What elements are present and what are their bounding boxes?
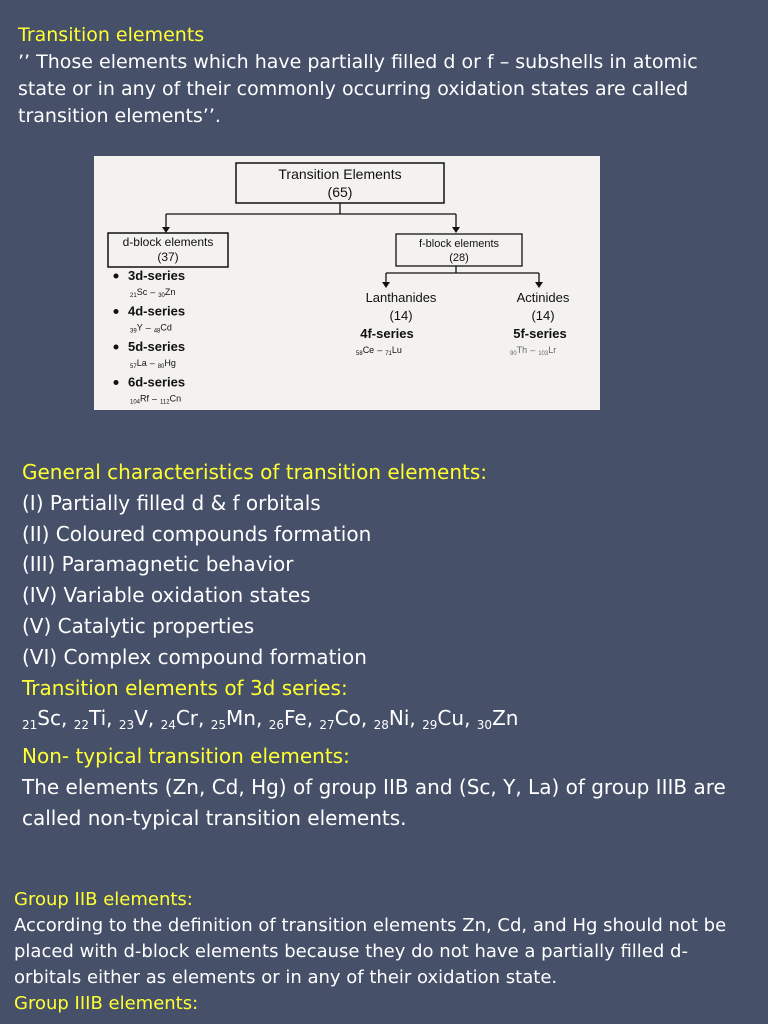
element-name: V: [134, 706, 148, 731]
element-name: Ni: [388, 706, 410, 731]
element-symbol: [373, 706, 423, 733]
d-series-from-sym: Sc: [136, 287, 148, 297]
atomic-number: 21: [22, 718, 38, 733]
element-name: Cr: [175, 706, 199, 731]
element-symbol: [319, 706, 374, 733]
element-symbol: [422, 706, 477, 733]
element-symbol: [160, 706, 211, 733]
lanthanides-series: 4f-series: [360, 326, 414, 341]
root-title: Transition Elements: [278, 166, 402, 182]
characteristic-item: (VI) Complex compound formation: [22, 644, 367, 669]
separator: ,: [60, 706, 74, 731]
characteristics-list: [22, 488, 748, 673]
atomic-number: 27: [319, 718, 335, 733]
actinides-title: Actinides: [516, 290, 570, 305]
d-series-to-sym: Cd: [160, 322, 172, 333]
atomic-number: 25: [210, 718, 227, 733]
element-name: Cu: [437, 706, 465, 731]
atomic-number: 30: [476, 718, 493, 733]
actinides-dash: –: [530, 345, 536, 355]
transition-elements-diagram: [94, 156, 600, 410]
d-series-range: [130, 394, 181, 406]
atomic-number: 29: [422, 718, 438, 733]
lanthanides-to-sym: Lu: [391, 345, 402, 355]
characteristics-heading: General characteristics of transition elements:: [22, 460, 487, 484]
intro-heading: Transition elements: [18, 24, 205, 46]
d-series-to-sym: Zn: [164, 287, 176, 297]
element-symbol: [210, 706, 269, 733]
characteristic-item: (II) Coloured compounds formation: [22, 521, 372, 546]
d-series-from-sym: La: [136, 358, 147, 368]
d-series-name: 6d-series: [128, 374, 186, 390]
group-iiib-heading: Group IIIB elements:: [14, 993, 199, 1014]
element-name: Zn: [492, 706, 519, 731]
d-series-dash: –: [150, 287, 156, 297]
atomic-number: 26: [268, 718, 284, 733]
d-series-to-sym: Hg: [164, 358, 176, 368]
d-series-range: [130, 287, 175, 299]
element-name: Co: [334, 706, 361, 731]
non-typical-text: The elements (Zn, Cd, Hg) of group IIB and (Sc, Y, La) of group IIIB are called non-typical transition elements.: [22, 774, 726, 830]
element-name: Fe: [283, 706, 307, 731]
element-symbol: [73, 706, 119, 733]
atomic-number: 24: [160, 718, 176, 733]
element-symbol: [268, 706, 320, 733]
bullet-icon: [114, 309, 119, 314]
d-series-from-sym: Y: [136, 322, 143, 333]
series-3d-heading: Transition elements of 3d series:: [22, 675, 348, 700]
element-name: Ti: [88, 706, 107, 731]
separator: ,: [306, 706, 320, 731]
atomic-number: 22: [73, 718, 89, 733]
lanthanides-to-z: 71: [385, 351, 392, 357]
d-series-from-z: 21: [130, 293, 137, 299]
d-series-from-z: 39: [130, 328, 137, 335]
characteristic-item: (III) Paramagnetic behavior: [22, 552, 294, 577]
characteristics-section: [22, 457, 748, 834]
diagram-svg: [94, 156, 600, 410]
separator: ,: [106, 706, 119, 731]
lanthanides-count: (14): [389, 308, 413, 323]
intro-definition: ’’ Those elements which have partially filled d or f – subshells in atomic state or in any of their commonly occurring oxidation states are called transition elements’’.: [18, 51, 698, 127]
actinides-from-sym: Th: [516, 345, 528, 355]
series-3d-elements: [22, 703, 748, 741]
separator: ,: [360, 706, 374, 731]
characteristic-item: (V) Catalytic properties: [22, 613, 255, 638]
d-series-range: [130, 358, 176, 370]
groups-section: [14, 887, 748, 1017]
d-series-name: 4d-series: [128, 303, 186, 319]
d-series-from-z: 104: [130, 399, 141, 406]
actinides-to-z: 103: [538, 351, 549, 357]
d-series-to-z: 80: [157, 364, 165, 370]
d-series-range: [130, 323, 172, 335]
root-count: (65): [327, 184, 353, 200]
bullet-icon: [114, 380, 119, 385]
element-symbol: [118, 706, 161, 733]
d-series-name: 5d-series: [128, 339, 186, 354]
atomic-number: 28: [373, 718, 389, 733]
separator: ,: [409, 706, 423, 731]
group-iib-heading: Group IIB elements:: [14, 889, 193, 910]
d-series-name: 3d-series: [128, 268, 186, 283]
group-iib-text: According to the definition of transition elements Zn, Cd, and Hg should not be placed with d-block elements because they do not have a partially filled d-orbitals either as elements or in any of their oxidation state.: [14, 915, 727, 988]
d-series-to-sym: Cn: [169, 393, 182, 404]
d-series-dash: –: [152, 393, 158, 404]
atomic-number: 23: [118, 718, 135, 733]
characteristic-item: (IV) Variable oxidation states: [22, 583, 311, 608]
characteristic-item: (I) Partially filled d & f orbitals: [22, 490, 321, 515]
lanthanides-from-z: 58: [356, 351, 363, 357]
actinides-from-z: 90: [510, 351, 517, 357]
separator: ,: [147, 706, 161, 731]
d-block-count: (37): [157, 250, 179, 264]
d-series-dash: –: [149, 358, 155, 368]
bullet-icon: [114, 345, 119, 350]
non-typical-heading: Non- typical transition elements:: [22, 744, 350, 769]
d-series-to-z: 112: [160, 399, 170, 406]
d-series-to-z: 48: [153, 328, 161, 335]
d-series-from-z: 57: [130, 364, 137, 370]
d-series-dash: –: [145, 322, 151, 333]
d-block-title: d-block elements: [122, 235, 214, 249]
lanthanides-from-sym: Ce: [362, 345, 375, 355]
separator: ,: [198, 706, 211, 731]
element-name: Sc: [37, 706, 61, 731]
f-block-count: (28): [449, 252, 469, 264]
lanthanides-range: [356, 345, 402, 357]
element-symbol: [476, 706, 519, 733]
bullet-icon: [114, 274, 119, 279]
lanthanides-title: Lanthanides: [365, 290, 437, 305]
arrow-heads: [162, 227, 543, 288]
actinides-series: 5f-series: [513, 326, 567, 341]
actinides-range: [510, 345, 556, 357]
separator: ,: [464, 706, 477, 731]
d-series-from-sym: Rf: [140, 393, 150, 404]
d-series-list: [114, 268, 186, 406]
element-name: Mn: [226, 706, 256, 731]
f-block-title: f-block elements: [418, 238, 500, 250]
intro-section: [18, 22, 748, 130]
separator: ,: [255, 706, 269, 731]
element-symbol: [22, 706, 74, 733]
lanthanides-dash: –: [377, 345, 383, 355]
actinides-to-sym: Lr: [548, 345, 557, 355]
d-series-to-z: 30: [158, 293, 165, 299]
actinides-count: (14): [531, 308, 555, 323]
